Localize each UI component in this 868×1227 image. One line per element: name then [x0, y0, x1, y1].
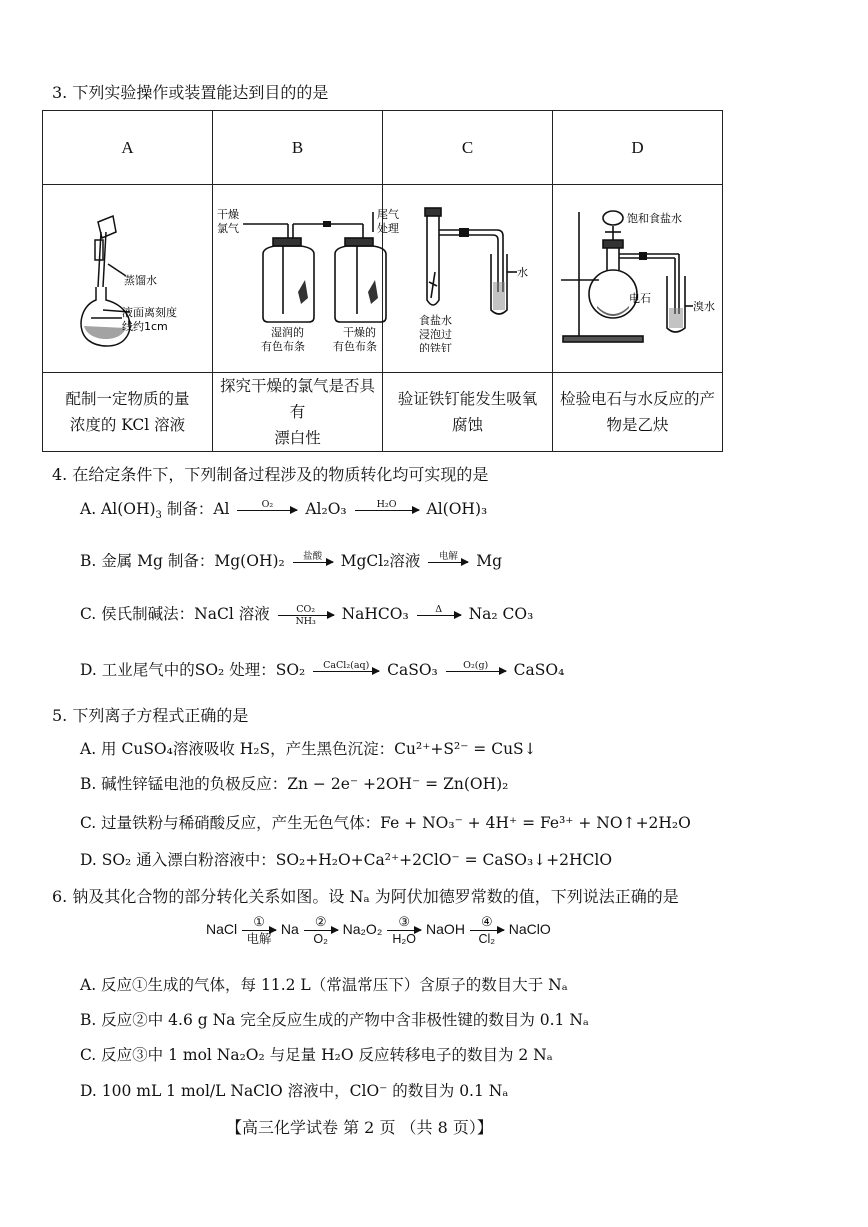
label-tail-gas: 尾气: [377, 207, 399, 221]
label-soaked: 浸泡过: [418, 327, 452, 341]
q6-option-c: C. 反应③中 1 mol Na₂O₂ 与足量 H₂O 反应转移电子的数目为 2 Nₐ: [80, 1046, 553, 1064]
q4-option-b: B. 金属 Mg 制备：Mg(OH)₂ 盐酸 MgCl₂溶液 电解 Mg: [80, 549, 502, 574]
label-nail: 的铁钉: [418, 341, 452, 352]
reaction-arrow-1: ① 电解: [242, 914, 276, 947]
gas-bottles-apparatus: [213, 202, 403, 352]
label-bromine-water: 溴水: [693, 299, 715, 313]
description-b: 探究干燥的氯气是否具有 漂白性: [213, 373, 383, 452]
apparatus-c-cell: [383, 185, 553, 373]
description-a: 配制一定物质的量 浓度的 KCl 溶液: [43, 373, 213, 452]
label-dried: 干燥的: [343, 325, 376, 339]
q4-option-a: A. $Al(OH)_3$ 制备：Al O₂ Al₂O₃ H₂O Al(OH)₃: [80, 498, 488, 522]
description-c: 验证铁钉能发生吸氧 腐蚀: [383, 373, 553, 452]
label-dry: 干燥: [217, 207, 239, 221]
page-footer: 【高三化学试卷 第 2 页 （共 8 页）】: [226, 1118, 493, 1137]
question-5-title: 5. 下列离子方程式正确的是: [52, 706, 249, 725]
label-calcium-carbide: 电石: [629, 291, 651, 305]
q5-option-d: D. SO₂ 通入漂白粉溶液中：SO₂+H₂O+Ca²⁺+2ClO⁻ = CaSO₃↓+2HClO: [80, 851, 613, 869]
question-3-title: 3. 下列实验操作或装置能达到目的的是: [52, 83, 329, 102]
volumetric-flask-apparatus: [58, 202, 198, 352]
q4-option-d: D. 工业尾气中的SO₂ 处理：SO₂ CaCl₂(aq) CaSO₃ O₂(g) CaSO₄: [80, 658, 564, 683]
q5-option-b: B. 碱性锌锰电池的负极反应：Zn − 2e⁻ +2OH⁻ = Zn(OH)₂: [80, 775, 509, 793]
reaction-arrow-2: ② O₂: [304, 914, 338, 947]
reaction-arrow: H₂O: [355, 499, 419, 522]
experiment-table: [42, 110, 723, 452]
q5-option-c: C. 过量铁粉与稀硝酸反应，产生无色气体：Fe + NO₃⁻ + 4H⁺ = Fe³⁺ + NO↑+2H₂O: [80, 814, 691, 832]
reaction-arrow: O₂(g): [446, 660, 506, 683]
reaction-arrow: $\frac{\text{CO₂}}{\text{NH₃}}$: [278, 604, 334, 627]
header-d: D: [553, 111, 723, 185]
q5-option-a: A. 用 CuSO₄溶液吸收 H₂S，产生黑色沉淀：Cu²⁺+S²⁻ = CuS↓: [80, 740, 537, 758]
apparatus-d-cell: [553, 185, 723, 373]
label-wet-cloth: 有色布条: [261, 339, 305, 352]
species-na2o2: Na₂O₂: [342, 921, 383, 938]
q4-option-c: C. 侯氏制碱法：NaCl 溶液 $\frac{\text{CO₂}}{\text{NH₃}}$ NaHCO₃ Δ Na₂ CO₃: [80, 603, 534, 627]
reaction-arrow-3: ③ H₂O: [387, 914, 421, 947]
label-dry-cloth: 有色布条: [333, 339, 377, 352]
label-water: 水: [516, 265, 528, 279]
label-chlorine: 氯气: [217, 221, 239, 235]
question-6-title: 6. 钠及其化合物的部分转化关系如图。设 Nₐ 为阿伏加德罗常数的值，下列说法正确的是: [52, 887, 679, 906]
apparatus-a-cell: [43, 185, 213, 373]
label-distilled-water: 蒸馏水: [123, 273, 157, 287]
species-naoh: NaOH: [426, 921, 465, 938]
species-nacl: NaCl: [206, 921, 238, 938]
header-b: B: [213, 111, 383, 185]
description-d: 检验电石与水反应的产 物是乙炔: [553, 373, 723, 452]
reaction-arrow: 盐酸: [293, 551, 333, 574]
species-naclo: NaClO: [508, 921, 551, 938]
reaction-arrow: CaCl₂(aq): [313, 660, 379, 683]
label-level-2: 线约1cm: [121, 319, 168, 333]
q6-option-a: A. 反应①生成的气体，每 11.2 L（常温常压下）含原子的数目大于 Nₐ: [80, 976, 568, 994]
iron-nail-apparatus: [393, 202, 543, 352]
label-treatment: 处理: [377, 221, 399, 235]
apparatus-b-cell: [213, 185, 399, 373]
q6-option-d: D. 100 mL 1 mol/L NaClO 溶液中，ClO⁻ 的数目为 0.1 Nₐ: [80, 1082, 509, 1100]
label-wet: 湿润的: [271, 325, 304, 339]
label-level-1: 液面离刻度: [121, 305, 177, 319]
reaction-arrow: O₂: [237, 499, 297, 522]
sodium-conversion-scheme: [206, 914, 551, 947]
header-a: A: [43, 111, 213, 185]
q6-option-b: B. 反应②中 4.6 g Na 完全反应生成的产物中含非极性键的数目为 0.1 Nₐ: [80, 1011, 589, 1029]
header-c: C: [383, 111, 553, 185]
label-saltwater: 食盐水: [418, 313, 452, 327]
label-saturated-brine: 饱和食盐水: [627, 211, 682, 225]
acetylene-apparatus: [553, 202, 723, 352]
reaction-arrow-4: ④ Cl₂: [470, 914, 504, 947]
species-na: Na: [280, 921, 299, 938]
question-4-title: 4. 在给定条件下，下列制备过程涉及的物质转化均可实现的是: [52, 465, 489, 484]
reaction-arrow: Δ: [417, 604, 461, 627]
reaction-arrow: 电解: [428, 551, 468, 574]
